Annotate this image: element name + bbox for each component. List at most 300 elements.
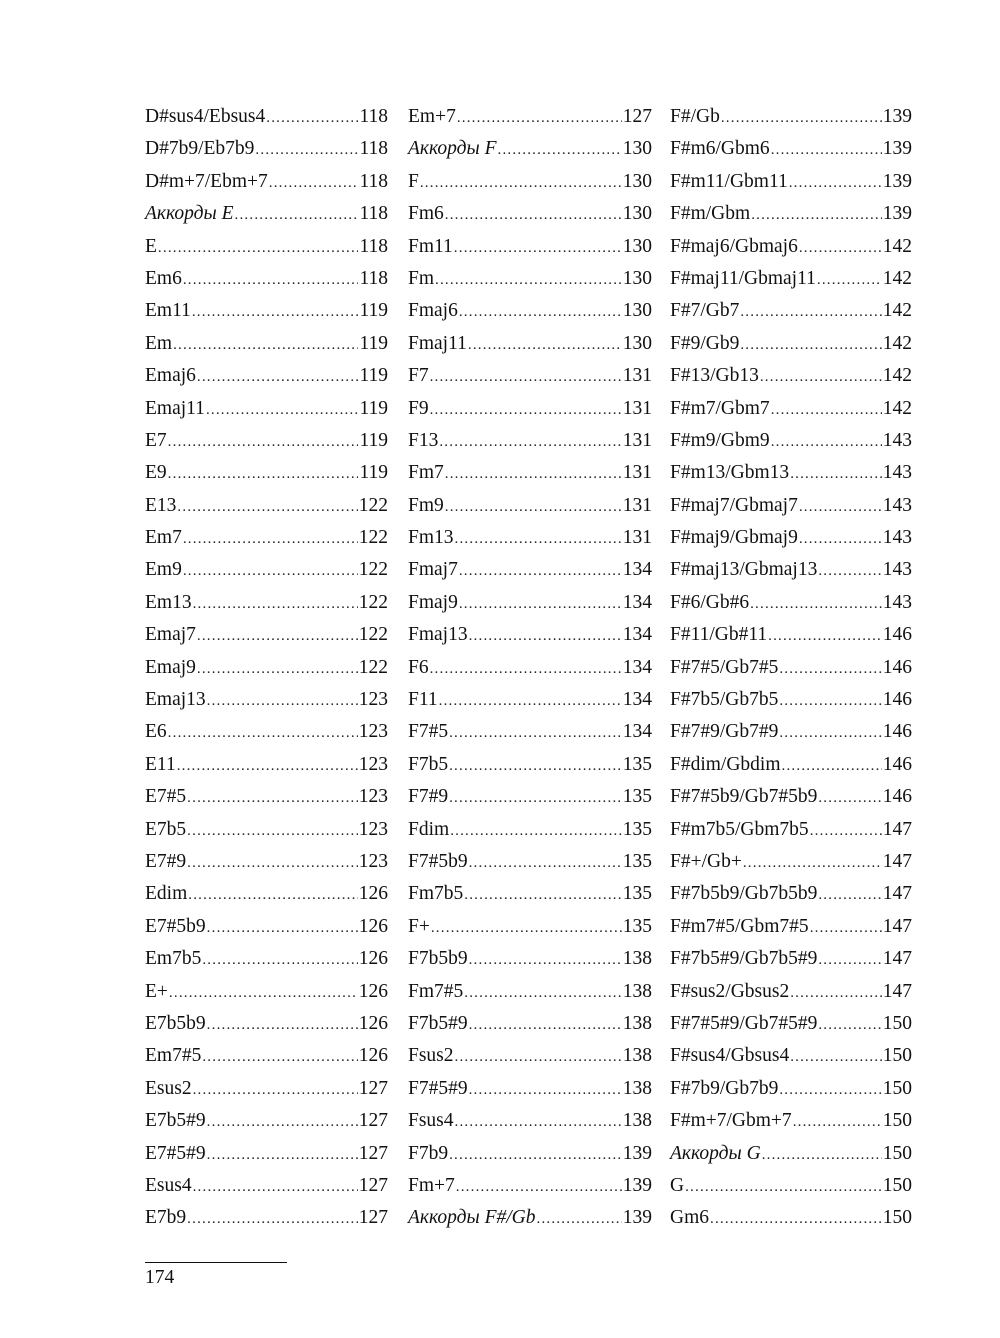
index-entry — [408, 1040, 652, 1072]
entry-page-number: 126 — [358, 980, 388, 1002]
index-entry — [408, 490, 652, 522]
dot-leader — [760, 361, 882, 393]
dot-leader — [445, 199, 622, 231]
entry-label: F#m9/Gbm9 — [670, 429, 770, 451]
index-entry — [408, 393, 652, 425]
entry-label: F#m7#5/Gbm7#5 — [670, 915, 809, 937]
index-entry — [670, 360, 912, 392]
dot-leader — [455, 1041, 622, 1073]
entry-page-number: 150 — [882, 1110, 912, 1132]
entry-page-number: 143 — [882, 462, 912, 484]
entry-page-number: 130 — [622, 203, 652, 225]
index-entry — [408, 1073, 652, 1105]
dot-leader — [430, 394, 622, 426]
entry-page-number: 134 — [622, 591, 652, 613]
dot-leader — [207, 912, 358, 944]
entry-page-number: 123 — [358, 689, 388, 711]
dot-leader — [183, 555, 358, 587]
entry-label: F#6/Gb#6 — [670, 591, 750, 613]
entry-label: Em+7 — [408, 106, 456, 127]
entry-label: F#7b5#9/Gb7b5#9 — [670, 948, 818, 970]
dot-leader — [751, 199, 882, 231]
entry-page-number: 147 — [882, 818, 912, 840]
index-entry — [145, 878, 388, 910]
dot-leader — [197, 620, 358, 652]
entry-label: E7#5#9 — [145, 1142, 206, 1164]
entry-label: Emaj6 — [145, 365, 196, 387]
index-entry — [145, 911, 388, 943]
entry-page-number: 146 — [882, 689, 912, 711]
entry-label: Аккорды E — [145, 203, 234, 225]
entry-page-number: 126 — [358, 915, 388, 937]
entry-page-number: 123 — [358, 753, 388, 775]
dot-leader — [207, 1009, 358, 1041]
entry-label: Fsus4 — [408, 1110, 454, 1132]
entry-label: F#sus2/Gbsus2 — [670, 980, 790, 1002]
index-entry — [408, 749, 652, 781]
entry-label: F#7b5b9/Gb7b5b9 — [670, 883, 818, 905]
index-entry — [670, 457, 912, 489]
dot-leader — [207, 685, 358, 717]
entry-page-number: 122 — [358, 494, 388, 516]
dot-leader — [255, 134, 358, 166]
entry-page-number: 134 — [622, 624, 652, 646]
index-column-1 — [145, 101, 388, 1235]
index-entry — [670, 231, 912, 263]
index-entry — [670, 133, 912, 165]
index-entry — [670, 943, 912, 975]
index-entry — [145, 1202, 388, 1234]
index-entry — [408, 328, 652, 360]
entry-label: D#7b9/Eb7b9 — [145, 138, 255, 160]
index-entry — [670, 814, 912, 846]
entry-page-number: 138 — [622, 1045, 652, 1067]
dot-leader — [455, 523, 622, 555]
entry-page-number: 147 — [882, 915, 912, 937]
entry-label: Fm — [408, 267, 435, 289]
dot-leader — [498, 134, 622, 166]
entry-label: Fmaj13 — [408, 624, 468, 646]
entry-label: F7b5 — [408, 753, 449, 775]
index-entry — [408, 554, 652, 586]
entry-label: F#m7b5/Gbm7b5 — [670, 818, 809, 840]
dot-leader — [779, 653, 881, 685]
dot-leader — [459, 296, 622, 328]
dot-leader — [187, 782, 358, 814]
entry-label: Em9 — [145, 559, 182, 581]
entry-page-number: 139 — [622, 1207, 652, 1229]
entry-page-number: 119 — [359, 397, 388, 419]
dot-leader — [202, 944, 357, 976]
entry-label: Fdim — [408, 818, 450, 840]
entry-page-number: 147 — [882, 948, 912, 970]
index-entry — [670, 652, 912, 684]
index-entry — [145, 976, 388, 1008]
entry-label: F7 — [408, 365, 429, 387]
entry-label: F7b5b9 — [408, 948, 468, 970]
entry-page-number: 150 — [882, 1077, 912, 1099]
entry-page-number: 143 — [882, 591, 912, 613]
entry-page-number: 135 — [622, 786, 652, 808]
dot-leader — [768, 620, 882, 652]
entry-page-number: 119 — [359, 365, 388, 387]
entry-label: Em13 — [145, 591, 192, 613]
entry-page-number: 146 — [882, 656, 912, 678]
index-entry — [670, 198, 912, 230]
entry-label: F7b9 — [408, 1142, 449, 1164]
dot-leader — [187, 1203, 358, 1235]
entry-label: F#m7/Gbm7 — [670, 397, 770, 419]
entry-page-number: 134 — [622, 656, 652, 678]
entry-page-number: 139 — [622, 1174, 652, 1196]
dot-leader — [192, 296, 359, 328]
entry-page-number: 122 — [358, 527, 388, 549]
entry-page-number: 143 — [882, 559, 912, 581]
dot-leader — [771, 134, 882, 166]
entry-label: Fmaj9 — [408, 591, 458, 613]
index-entry — [408, 587, 652, 619]
dot-leader — [799, 232, 882, 264]
entry-label: F#m/Gbm — [670, 203, 751, 225]
dot-leader — [740, 296, 881, 328]
dot-leader — [721, 102, 882, 134]
dot-leader — [449, 1139, 622, 1171]
entry-label: Emaj7 — [145, 624, 196, 646]
entry-label: F+ — [408, 915, 430, 937]
index-entry — [408, 943, 652, 975]
index-entry — [670, 1008, 912, 1040]
entry-page-number: 147 — [882, 883, 912, 905]
entry-label: F#7#5b9/Gb7#5b9 — [670, 786, 818, 808]
dot-leader — [439, 685, 622, 717]
page-number: 174 — [145, 1267, 175, 1288]
entry-label: Fm13 — [408, 527, 454, 549]
entry-page-number: 118 — [359, 235, 388, 257]
entry-label: Fm7b5 — [408, 883, 464, 905]
dot-leader — [193, 1074, 358, 1106]
entry-page-number: 138 — [622, 1012, 652, 1034]
entry-label: F7#9 — [408, 786, 449, 808]
dot-leader — [235, 199, 359, 231]
entry-page-number: 135 — [622, 753, 652, 775]
entry-page-number: 130 — [622, 235, 652, 257]
entry-label: F#maj9/Gbmaj9 — [670, 527, 798, 549]
dot-leader — [710, 1203, 882, 1235]
entry-label: F7#5 — [408, 721, 449, 743]
dot-leader — [450, 815, 622, 847]
entry-page-number: 146 — [882, 786, 912, 808]
entry-label: Fm7 — [408, 462, 444, 484]
index-entry — [408, 1170, 652, 1202]
entry-label: F13 — [408, 429, 439, 451]
entry-label: F#7#9/Gb7#9 — [670, 721, 779, 743]
entry-label: Fm6 — [408, 203, 444, 225]
index-entry — [145, 652, 388, 684]
index-entry — [408, 846, 652, 878]
entry-page-number: 150 — [882, 1174, 912, 1196]
entry-page-number: 139 — [622, 1142, 652, 1164]
entry-page-number: 139 — [882, 138, 912, 160]
index-entry — [670, 587, 912, 619]
index-entry — [408, 976, 652, 1008]
entry-page-number: 127 — [358, 1174, 388, 1196]
index-entry — [670, 490, 912, 522]
entry-page-number: 118 — [359, 170, 388, 192]
index-entry — [145, 1138, 388, 1170]
dot-leader — [420, 167, 622, 199]
entry-page-number: 150 — [882, 1207, 912, 1229]
entry-page-number: 142 — [882, 365, 912, 387]
dot-leader — [762, 1139, 882, 1171]
index-entry — [145, 1008, 388, 1040]
entry-label: F7#5#9 — [408, 1077, 468, 1099]
dot-leader — [430, 361, 622, 393]
index-entry — [145, 101, 388, 133]
dot-leader — [459, 555, 622, 587]
entry-label: F11 — [408, 689, 438, 711]
dot-leader — [790, 977, 882, 1009]
entry-label: E7 — [145, 429, 167, 451]
dot-leader — [158, 232, 359, 264]
entry-page-number: 131 — [622, 397, 652, 419]
index-entry — [670, 911, 912, 943]
index-section-heading — [145, 198, 388, 230]
dot-leader — [173, 329, 358, 361]
index-entry — [670, 166, 912, 198]
dot-leader — [168, 426, 359, 458]
entry-label: Fm+7 — [408, 1174, 455, 1196]
entry-label: F — [408, 170, 419, 192]
dot-leader — [810, 912, 882, 944]
entry-page-number: 118 — [359, 138, 388, 160]
dot-leader — [435, 264, 622, 296]
dot-leader — [197, 653, 358, 685]
index-entry — [670, 522, 912, 554]
entry-label: F#maj13/Gbmaj13 — [670, 559, 818, 581]
entry-page-number: 147 — [882, 980, 912, 1002]
index-entry — [408, 1008, 652, 1040]
index-entry — [145, 619, 388, 651]
entry-page-number: 142 — [882, 235, 912, 257]
entry-label: E9 — [145, 462, 167, 484]
dot-leader — [269, 167, 359, 199]
index-entry — [670, 684, 912, 716]
dot-leader — [469, 847, 622, 879]
index-entry — [408, 231, 652, 263]
entry-page-number: 135 — [622, 883, 652, 905]
dot-leader — [183, 523, 358, 555]
entry-page-number: 126 — [358, 948, 388, 970]
dot-leader — [177, 491, 357, 523]
entry-page-number: 150 — [882, 1142, 912, 1164]
dot-leader — [439, 426, 621, 458]
dot-leader — [464, 977, 621, 1009]
entry-page-number: 118 — [359, 203, 388, 225]
index-entry — [145, 1170, 388, 1202]
dot-leader — [779, 717, 881, 749]
dot-leader — [449, 717, 622, 749]
index-entry — [145, 1073, 388, 1105]
entry-label: Fmaj6 — [408, 300, 458, 322]
entry-label: G — [670, 1174, 685, 1196]
index-entry — [145, 554, 388, 586]
index-entry — [145, 263, 388, 295]
entry-label: Fsus2 — [408, 1045, 454, 1067]
entry-page-number: 138 — [622, 980, 652, 1002]
entry-page-number: 147 — [882, 850, 912, 872]
dot-leader — [799, 523, 882, 555]
entry-page-number: 122 — [358, 624, 388, 646]
dot-leader — [454, 232, 622, 264]
index-entry — [408, 652, 652, 684]
entry-label: Em6 — [145, 267, 182, 289]
dot-leader — [445, 458, 622, 490]
dot-leader — [266, 102, 358, 134]
entry-label: E — [145, 235, 157, 257]
entry-label: Em7#5 — [145, 1045, 202, 1067]
index-entry — [408, 684, 652, 716]
entry-page-number: 138 — [622, 1110, 652, 1132]
entry-label: Em11 — [145, 300, 191, 322]
index-entry — [408, 457, 652, 489]
entry-page-number: 119 — [359, 332, 388, 354]
index-entry — [670, 619, 912, 651]
dot-leader — [469, 1074, 622, 1106]
entry-page-number: 146 — [882, 721, 912, 743]
entry-label: F#7/Gb7 — [670, 300, 740, 322]
dot-leader — [464, 879, 621, 911]
index-entry — [145, 457, 388, 489]
entry-label: E6 — [145, 721, 167, 743]
index-entry — [408, 263, 652, 295]
footer-rule — [145, 1262, 287, 1263]
entry-page-number: 142 — [882, 267, 912, 289]
index-entry — [670, 263, 912, 295]
dot-leader — [779, 1074, 881, 1106]
entry-page-number: 143 — [882, 494, 912, 516]
entry-label: Аккорды F — [408, 138, 497, 160]
entry-page-number: 131 — [622, 494, 652, 516]
index-entry — [408, 198, 652, 230]
index-entry — [145, 360, 388, 392]
dot-leader — [188, 879, 358, 911]
entry-page-number: 130 — [622, 138, 652, 160]
entry-label: E+ — [145, 980, 168, 1002]
entry-label: F#9/Gb9 — [670, 332, 740, 354]
entry-page-number: 143 — [882, 527, 912, 549]
entry-page-number: 139 — [882, 203, 912, 225]
entry-page-number: 122 — [358, 656, 388, 678]
entry-label: Em7 — [145, 527, 182, 549]
index-entry — [145, 1105, 388, 1137]
dot-leader — [183, 264, 359, 296]
dot-leader — [818, 555, 881, 587]
entry-page-number: 126 — [358, 1045, 388, 1067]
entry-page-number: 142 — [882, 300, 912, 322]
dot-leader — [771, 394, 882, 426]
index-entry — [670, 425, 912, 457]
index-entry — [408, 166, 652, 198]
entry-page-number: 123 — [358, 786, 388, 808]
entry-label: F#7b5/Gb7b5 — [670, 689, 779, 711]
entry-page-number: 131 — [622, 462, 652, 484]
entry-page-number: 130 — [622, 267, 652, 289]
index-entry — [670, 1073, 912, 1105]
entry-label: F#7#5/Gb7#5 — [670, 656, 779, 678]
dot-leader — [818, 944, 881, 976]
index-entry — [670, 716, 912, 748]
index-entry — [145, 587, 388, 619]
entry-page-number: 135 — [622, 818, 652, 840]
dot-leader — [771, 426, 882, 458]
index-entry — [408, 716, 652, 748]
entry-label: Edim — [145, 883, 188, 905]
entry-page-number: 130 — [622, 300, 652, 322]
entry-page-number: 146 — [882, 624, 912, 646]
entry-label: E7#9 — [145, 850, 187, 872]
index-entry — [670, 1202, 912, 1234]
index-entry — [408, 878, 652, 910]
index-entry — [145, 716, 388, 748]
index-entry — [145, 328, 388, 360]
entry-label: Em — [145, 332, 173, 354]
index-entry — [145, 814, 388, 846]
entry-page-number: 127 — [358, 1077, 388, 1099]
entry-label: Emaj11 — [145, 397, 205, 419]
dot-leader — [818, 1009, 881, 1041]
index-entry — [670, 1170, 912, 1202]
entry-label: Emaj9 — [145, 656, 196, 678]
index-entry — [408, 360, 652, 392]
entry-label: F#7b9/Gb7b9 — [670, 1077, 779, 1099]
entry-label: E13 — [145, 494, 177, 516]
entry-label: Fmaj11 — [408, 332, 467, 354]
dot-leader — [469, 944, 622, 976]
entry-page-number: 127 — [358, 1207, 388, 1229]
entry-page-number: 130 — [622, 170, 652, 192]
dot-leader — [750, 588, 882, 620]
entry-page-number: 143 — [882, 429, 912, 451]
dot-leader — [206, 394, 359, 426]
index-entry — [408, 295, 652, 327]
index-entry — [145, 846, 388, 878]
entry-label: F7#5b9 — [408, 850, 468, 872]
index-entry — [145, 684, 388, 716]
entry-page-number: 138 — [622, 1077, 652, 1099]
dot-leader — [779, 685, 881, 717]
entry-page-number: 138 — [622, 948, 652, 970]
index-entry — [670, 878, 912, 910]
dot-leader — [169, 977, 358, 1009]
entry-page-number: 131 — [622, 429, 652, 451]
index-entry — [145, 749, 388, 781]
index-column-3 — [670, 101, 912, 1235]
entry-page-number: 127 — [358, 1142, 388, 1164]
dot-leader — [445, 491, 622, 523]
entry-page-number: 123 — [358, 721, 388, 743]
entry-label: E7b9 — [145, 1207, 187, 1229]
entry-page-number: 134 — [622, 559, 652, 581]
entry-label: F#maj6/Gbmaj6 — [670, 235, 798, 257]
dot-leader — [469, 1009, 622, 1041]
dot-leader — [810, 815, 882, 847]
dot-leader — [193, 588, 358, 620]
entry-label: F#m13/Gbm13 — [670, 462, 790, 484]
entry-page-number: 135 — [622, 850, 652, 872]
index-entry — [408, 911, 652, 943]
dot-leader — [193, 1171, 358, 1203]
index-entry — [145, 133, 388, 165]
